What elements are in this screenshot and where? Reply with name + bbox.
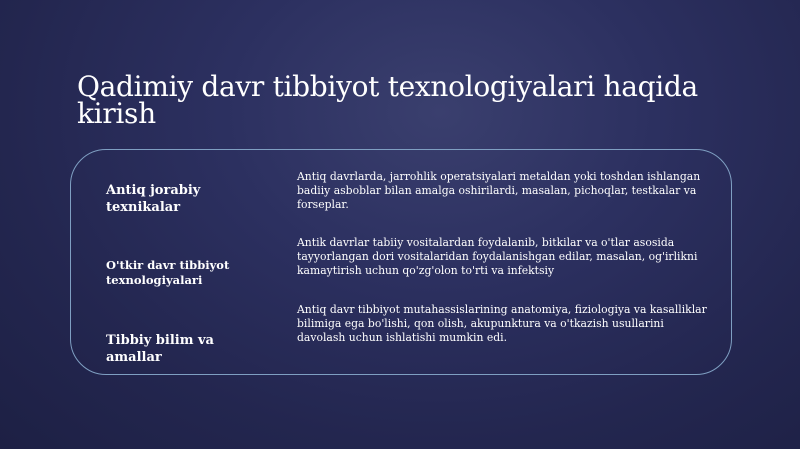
row-description-medical-technologies: Antik davrlar tabiiy vositalardan foydalanib, bitkilar va o'tlar asosida tayyorlangan dori vositalaridan foydalanishgan edilar, masalan, og'irlikni kamaytirish uchun qo'zg'olon to'rti va infektsiy xyxy=(297,236,698,277)
row-label-medical-technologies: O'tkir davr tibbiyot texnologiyalari xyxy=(106,258,230,287)
row-description-medical-knowledge: Antiq davr tibbiyot mutahassislarining anatomiya, fiziologiya va kasalliklar bilimiga ega bo'lishi, qon olish, akupunktura va o'tkazish usullarini davolash uchun ishlatishi mumkin edi. xyxy=(297,303,707,344)
row-label-medical-knowledge: Tibbiy bilim va amallar xyxy=(106,333,214,365)
row-description-surgical-techniques: Antiq davrlarda, jarrohlik operatsiyalari metaldan yoki toshdan ishlangan badiiy asboblar bilan amalga oshirilardi, masalan, pichoqlar, testkalar va forseplar. xyxy=(297,170,701,211)
slide-title: Qadimiy davr tibbiyot texnologiyalari haqida kirish xyxy=(77,70,698,130)
row-label-surgical-techniques: Antiq jorabiy texnikalar xyxy=(106,183,201,215)
